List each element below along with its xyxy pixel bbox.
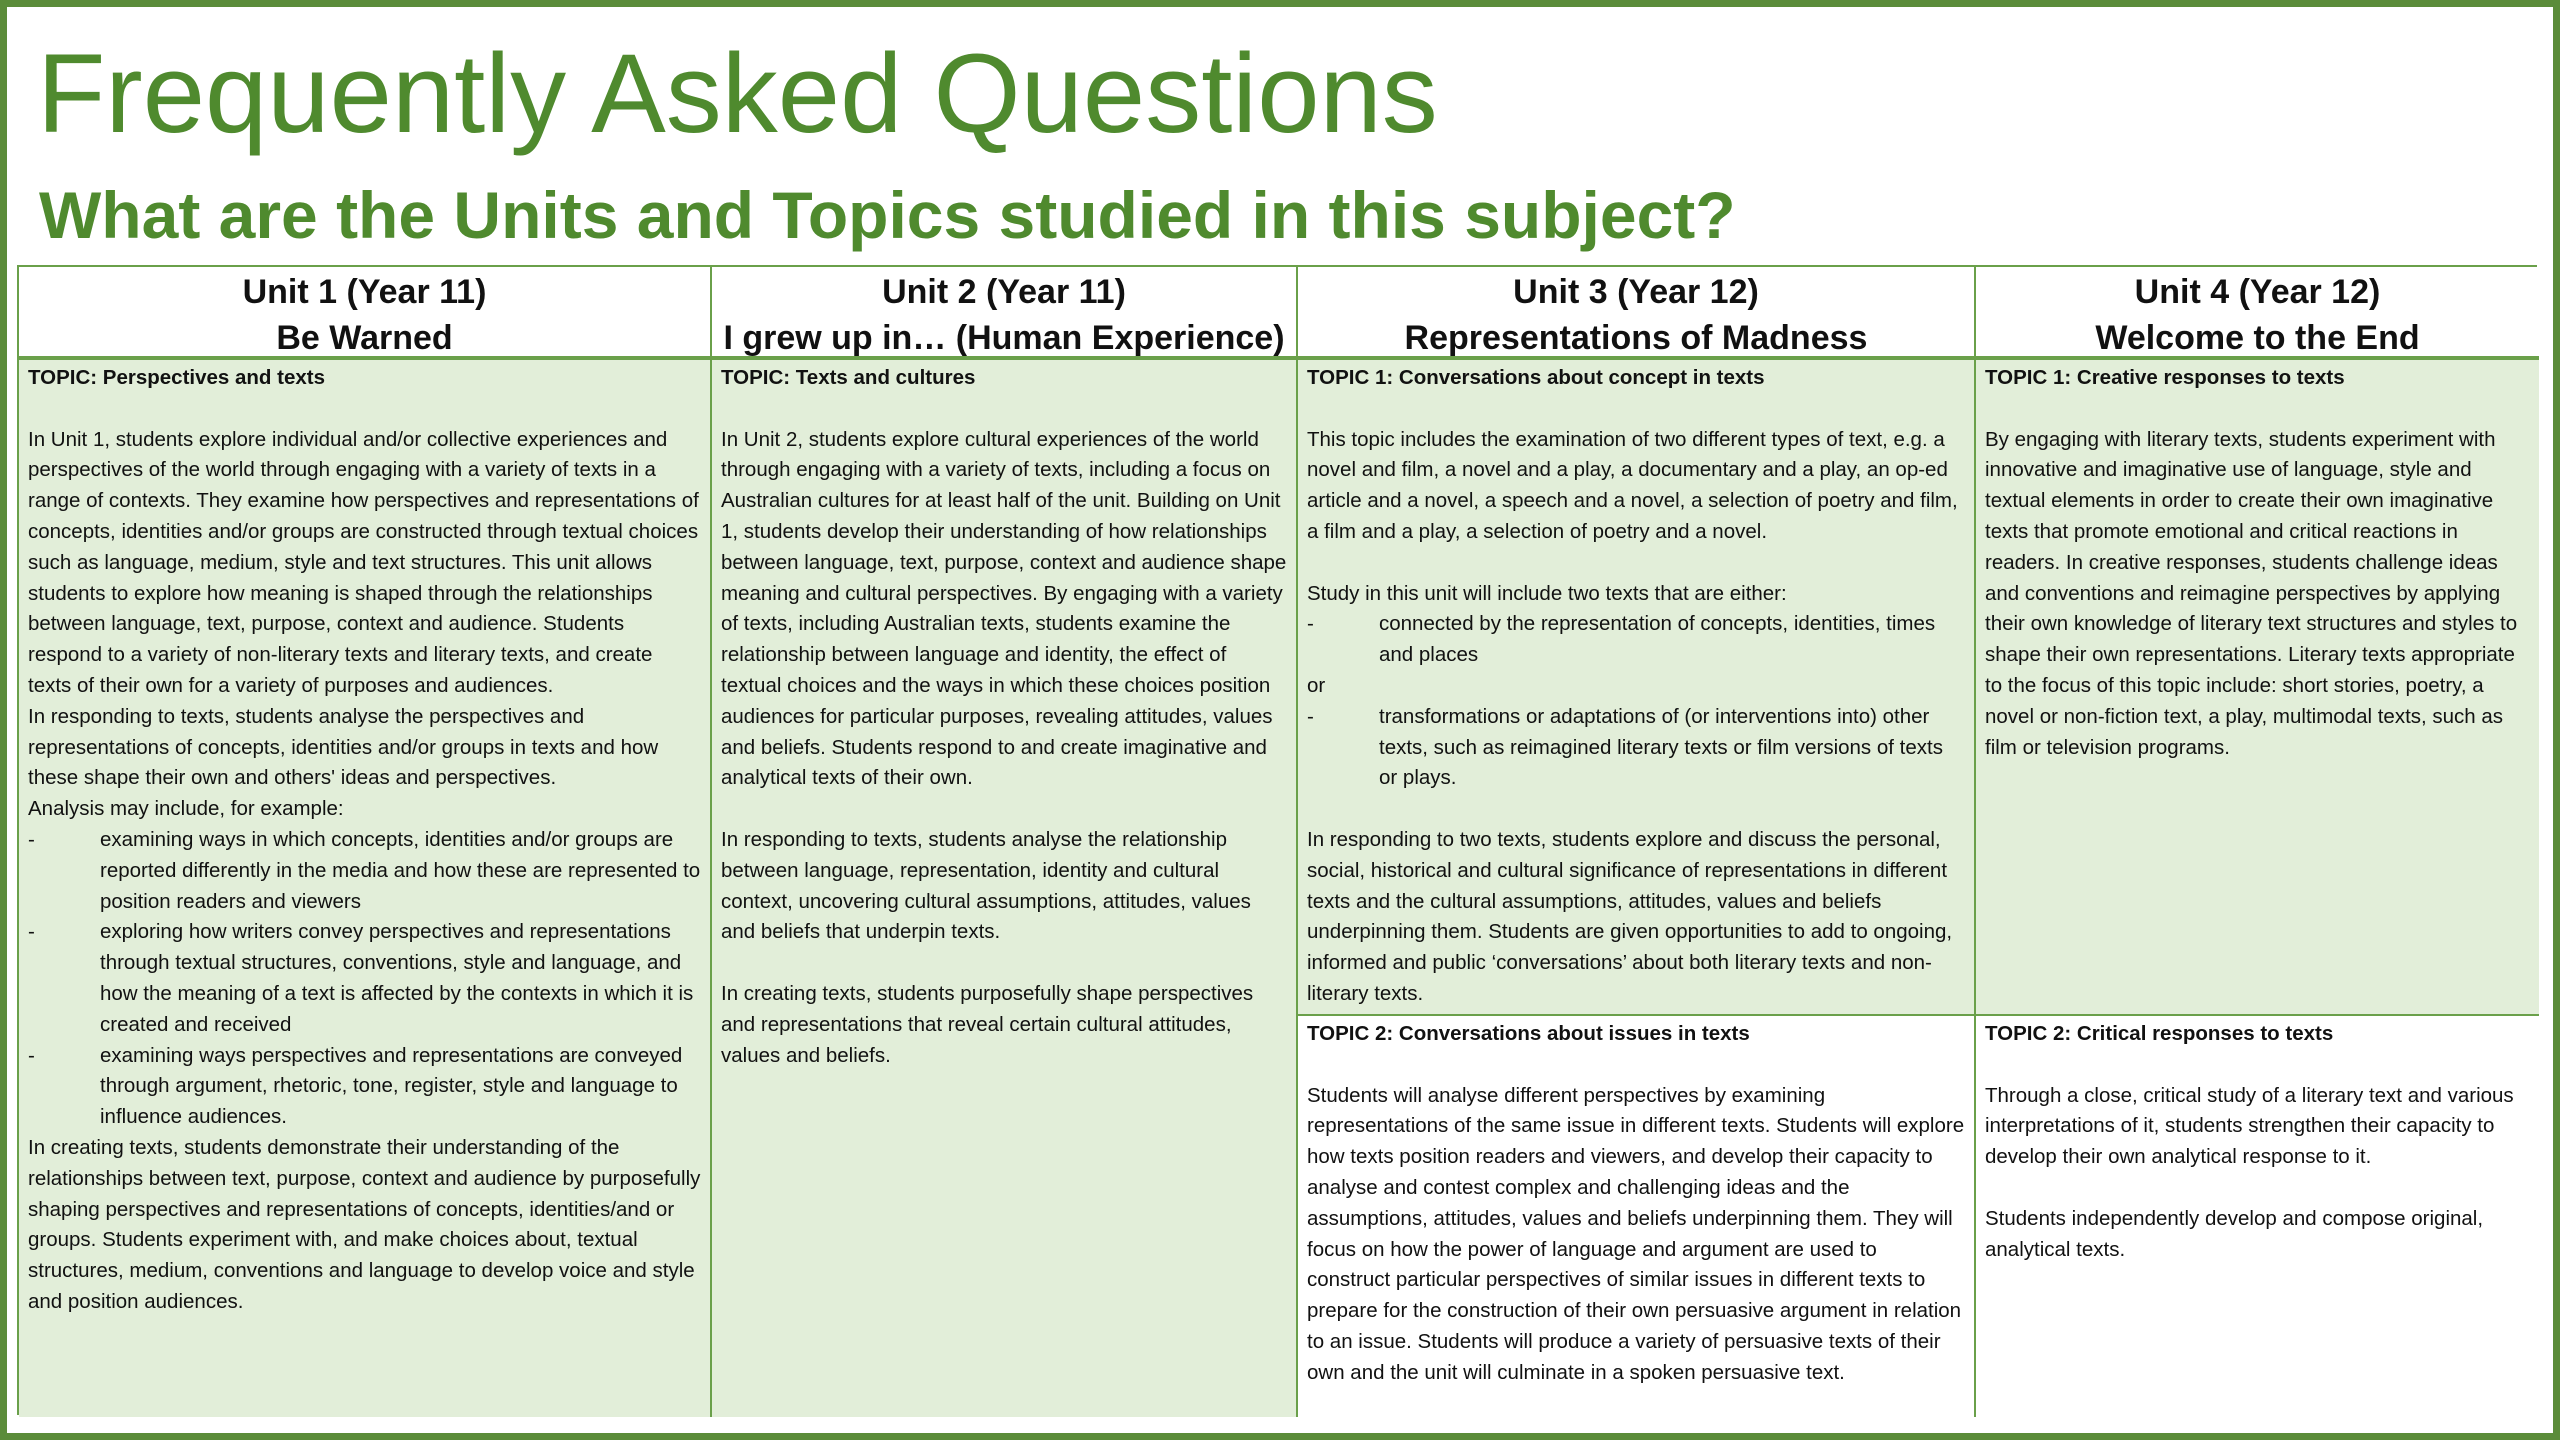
unit-3-topic-2-title: TOPIC 2: Conversations about issues in texts	[1307, 1022, 1750, 1045]
unit-1-name: Be Warned	[276, 319, 453, 357]
unit-4-topic-2	[1976, 1016, 2539, 1417]
page-subtitle: What are the Units and Topics studied in this subject?	[39, 178, 1736, 252]
unit-4-topic-2-title: TOPIC 2: Critical responses to texts	[1985, 1022, 2334, 1045]
unit-1-paragraph: In creating texts, students demonstrate their understanding of the relationships between text, purpose, context and audience by purposefully shaping perspectives and representations of concepts, identities/and or groups. Students experiment with, and make choices about, textual structures, medium, conventions and language to develop voice and style and position audiences.	[28, 1135, 701, 1313]
page-title: Frequently Asked Questions	[37, 31, 1438, 156]
unit-4-paragraph: Students independently develop and compose original, analytical texts.	[1985, 1206, 2484, 1261]
unit-1-topic: TOPIC: Perspectives and texts	[28, 366, 325, 389]
unit-3-paragraph: In responding to two texts, students explore and discuss the personal, social, historical and cultural significance of representations in different texts and the cultural assumptions, attitudes, values and beliefs underpinning them. Students are given opportunities to add to ongoing, informed and public ‘conversations’ about both literary texts and non-literary texts.	[1307, 827, 1953, 1005]
unit-2-header	[712, 267, 1298, 360]
unit-1-paragraph: In Unit 1, students explore individual and/or collective experiences and perspectives of the world through engaging with a variety of texts in a range of contexts. They examine how perspectives and representations of concepts, identities and/or groups are constructed through textual choices such as language, medium, style and text structures. This unit allows students to explore how meaning is shaped through the relationships between language, text, purpose, context and audience. Students respond to a variety of non-literary texts and literary texts, and create texts of their own for a variety of purposes and audiences.	[28, 427, 699, 697]
unit-3-bullet: - connected by the representation of concepts, identities, times and places	[1307, 609, 1965, 671]
unit-2-paragraph: In creating texts, students purposefully shape perspectives and representations that reveal certain cultural attitudes, values and beliefs.	[721, 981, 1254, 1067]
units-table	[17, 265, 2537, 1415]
unit-1-paragraph: In responding to texts, students analyse the perspectives and representations of concepts, identities and/or groups in texts and how these shape their own and others' ideas and perspectives.	[28, 704, 659, 790]
unit-2-topic: TOPIC: Texts and cultures	[721, 366, 976, 389]
unit-2-paragraph: In Unit 2, students explore cultural experiences of the world through engaging with a variety of texts, including a focus on Australian cultures for at least half of the unit. Building on Unit 1, students develop their understanding of how relationships between language, text, purpose, context and audience shape meaning and cultural perspectives. By engaging with a variety of texts, including Australian texts, students examine the relationship between language and identity, the effect of textual choices and the ways in which these choices position audiences for particular purposes, revealing attitudes, values and beliefs. Students respond to and create imaginative and analytical texts of their own.	[721, 427, 1287, 790]
unit-1-label: Unit 1 (Year 11)	[242, 273, 487, 311]
unit-4-name: Welcome to the End	[2095, 319, 2420, 357]
unit-3-header	[1298, 267, 1976, 360]
unit-2-name: I grew up in… (Human Experience)	[723, 319, 1285, 357]
unit-1-bullet: - examining ways in which concepts, identities and/or groups are reported differently in the media and how these are represented to position readers and viewers	[28, 825, 701, 917]
unit-3-topic-2	[1298, 1016, 1976, 1417]
unit-3-topic-1-title: TOPIC 1: Conversations about concept in texts	[1307, 366, 1765, 389]
unit-3-topic-1	[1298, 360, 1976, 1016]
unit-4-header	[1976, 267, 2539, 360]
unit-2-paragraph: In responding to texts, students analyse the relationship between language, representation, identity and cultural context, uncovering cultural assumptions, attitudes, values and beliefs that underpin texts.	[721, 827, 1251, 944]
unit-4-label: Unit 4 (Year 12)	[2134, 273, 2381, 311]
unit-1-bullet: - exploring how writers convey perspectives and representations through textual structures, conventions, style and language, and how the meaning of a text is affected by the contexts in which it is created and received	[28, 917, 701, 1040]
unit-4-paragraph: Through a close, critical study of a literary text and various interpretations of it, students strengthen their capacity to develop their own analytical response to it.	[1985, 1083, 2514, 1169]
unit-3-bullet: - transformations or adaptations of (or interventions into) other texts, such as reimagined literary texts or film versions of texts or plays.	[1307, 702, 1965, 794]
unit-3-paragraph: Students will analyse different perspectives by examining representations of the same issue in different texts. Students will explore how texts position readers and viewers, and develop their capacity to analyse and contest complex and challenging ideas and the assumptions, attitudes, values and beliefs underpinning them. They will focus on how the power of language and argument are used to construct particular perspectives of similar issues in different texts to prepare for the construction of their own persuasive argument in relation to an issue. Students will produce a variety of persuasive texts of their own and the unit will culminate in a spoken persuasive text.	[1307, 1083, 1965, 1384]
unit-4-topic-1	[1976, 360, 2539, 1016]
unit-3-label: Unit 3 (Year 12)	[1513, 273, 1759, 311]
unit-1-bullet: - examining ways perspectives and representations are conveyed through argument, rhetoric, tone, register, style and language to influence audiences.	[28, 1041, 701, 1133]
unit-3-or: or	[1307, 673, 1326, 697]
unit-1-content	[19, 360, 712, 1417]
unit-4-topic-1-title: TOPIC 1: Creative responses to texts	[1985, 366, 2345, 389]
unit-4-paragraph: By engaging with literary texts, students experiment with innovative and imaginative use of language, style and textual elements in order to create their own imaginative texts that promote emotional and critical reactions in readers. In creative responses, students challenge ideas and conventions and reimagine perspectives by applying their own knowledge of literary text structures and styles to shape their own representations. Literary texts appropriate to the focus of this topic include: short stories, poetry, a novel or non-fiction text, a play, multimodal texts, such as film or television programs.	[1985, 427, 2518, 759]
unit-1-paragraph: Analysis may include, for example:	[28, 797, 344, 821]
unit-1-header	[19, 267, 712, 360]
unit-2-label: Unit 2 (Year 11)	[882, 273, 1126, 311]
unit-3-name: Representations of Madness	[1404, 319, 1868, 357]
unit-3-paragraph: Study in this unit will include two texts that are either:	[1307, 581, 1787, 605]
unit-3-paragraph: This topic includes the examination of two different types of text, e.g. a novel and film, a novel and a play, a documentary and a play, an op-ed article and a novel, a speech and a novel, a selection of poetry and film, a film and a play, a selection of poetry and a novel.	[1307, 427, 1958, 543]
unit-2-content	[712, 360, 1298, 1417]
